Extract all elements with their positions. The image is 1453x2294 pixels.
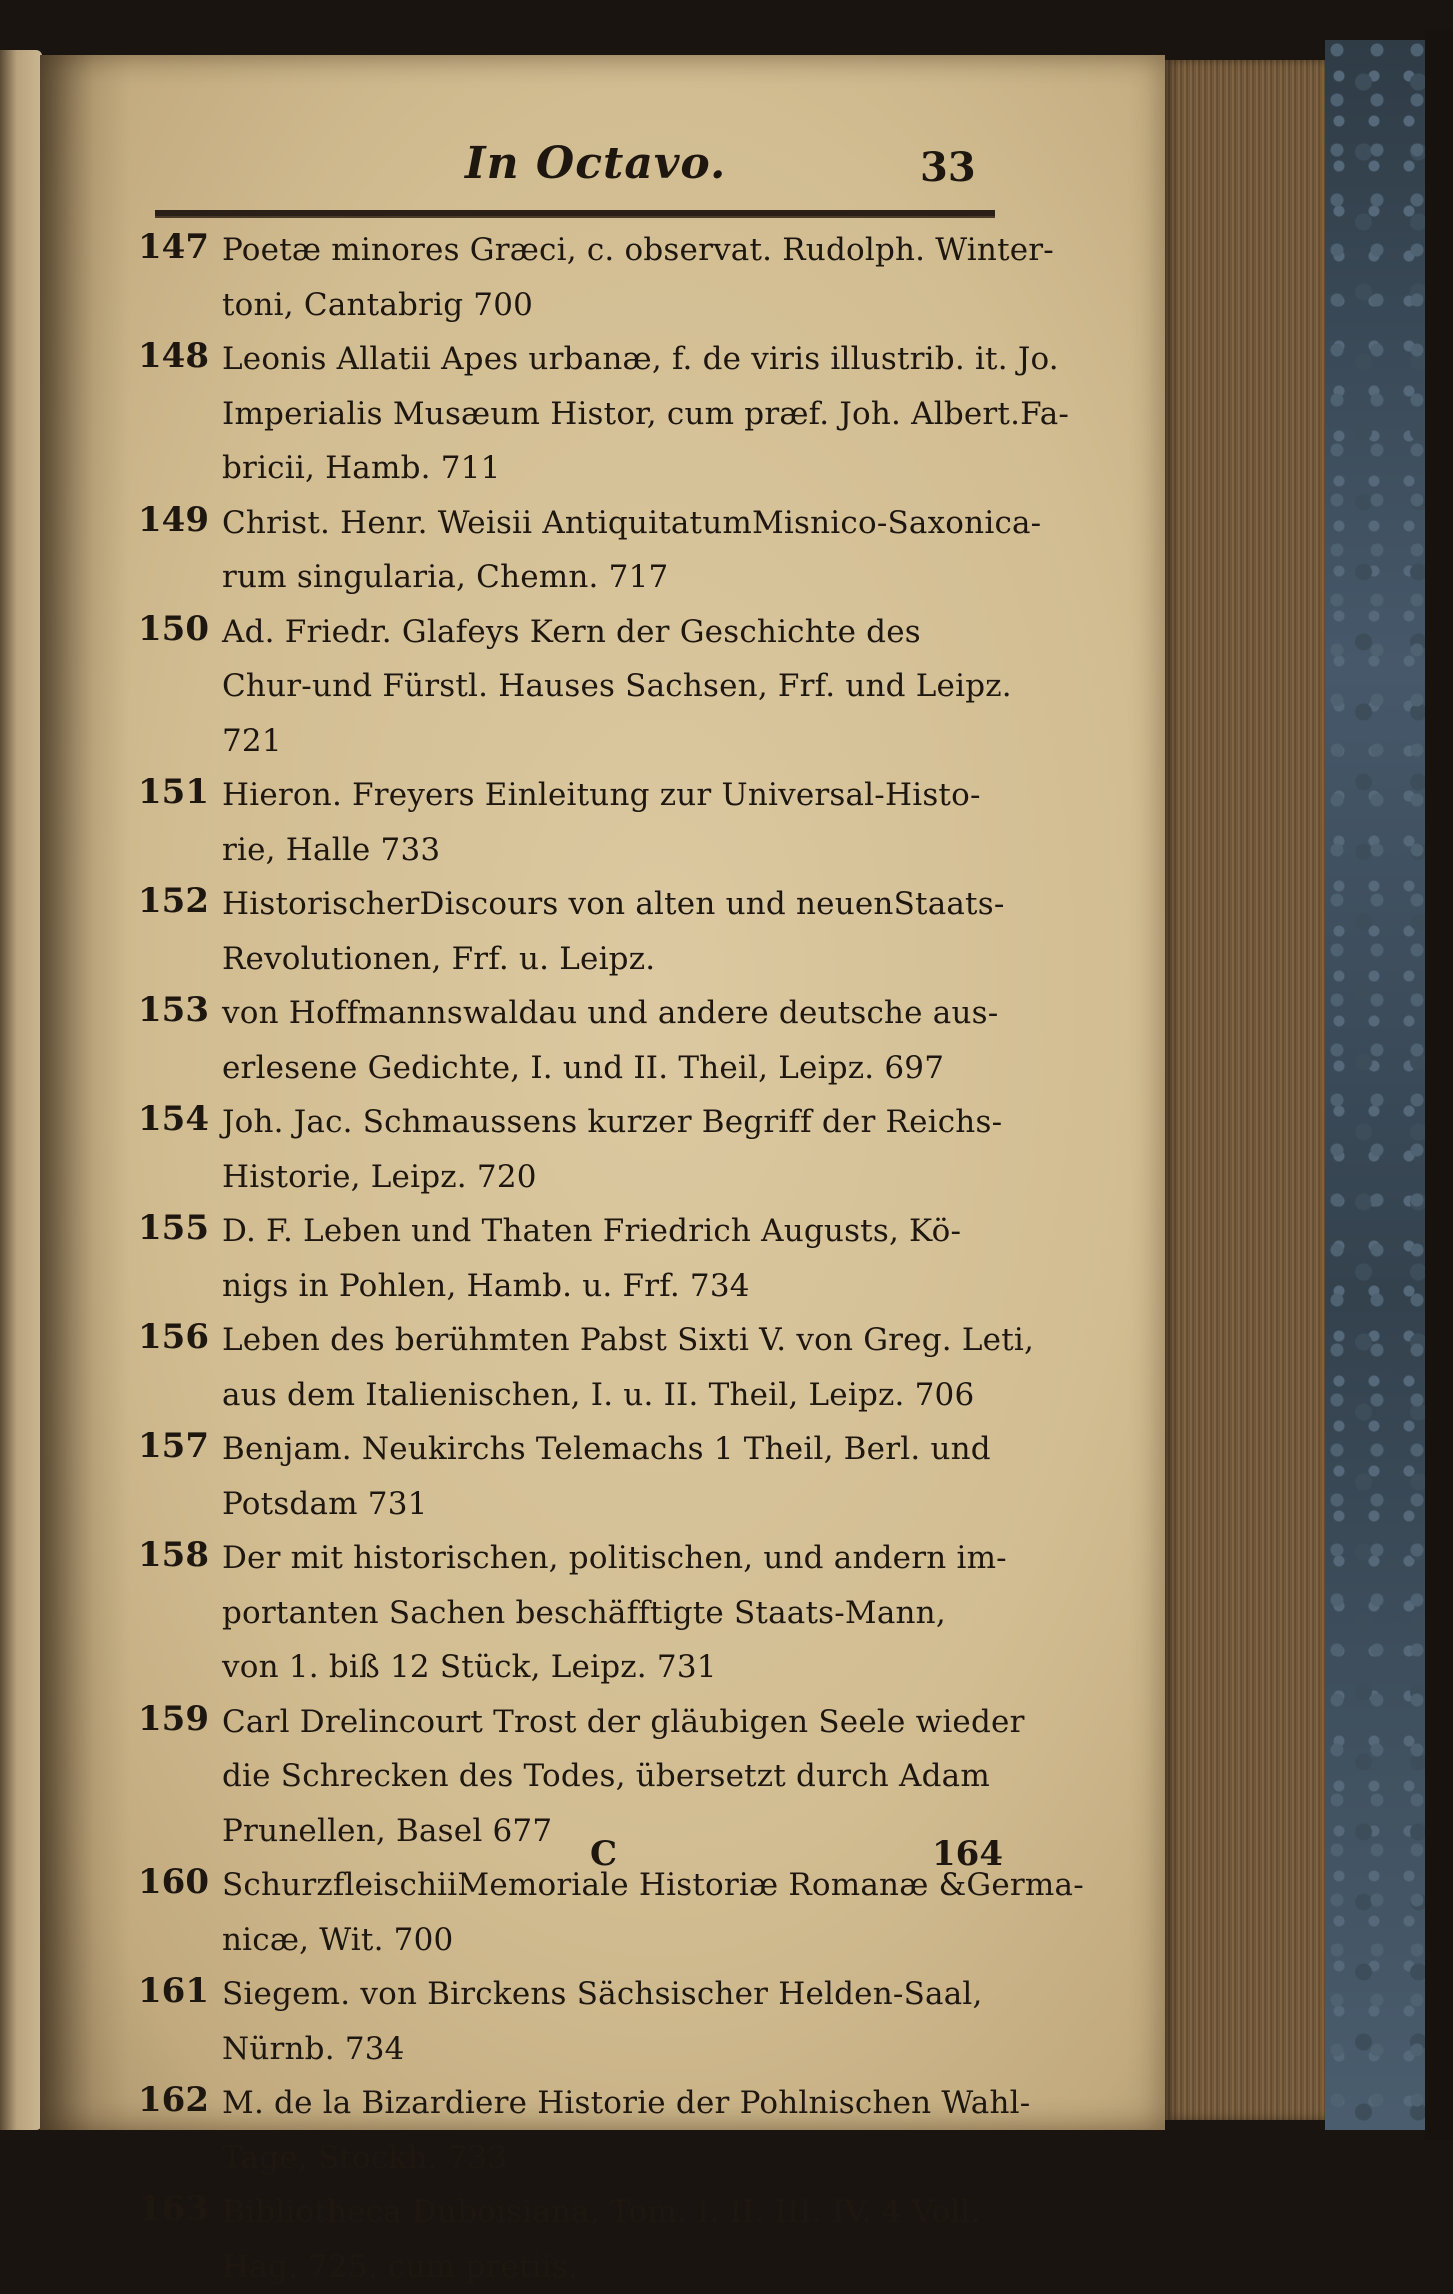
entry-line: HistorischerDiscours von alten und neuenStaats-	[222, 877, 1020, 932]
entry-line: erlesene Gedichte, I. und II. Theil, Leipz. 697	[222, 1041, 1020, 1096]
catalog-entry	[120, 2076, 1020, 2185]
entry-number: 151	[138, 772, 218, 812]
entry-line: Hieron. Freyers Einleitung zur Universal-Histo-	[222, 768, 1020, 823]
entry-line: von 1. biß 12 Stück, Leipz. 731	[222, 1640, 1020, 1695]
text-block	[120, 120, 1020, 200]
entry-line: nigs in Pohlen, Hamb. u. Frf. 734	[222, 1259, 1020, 1314]
entry-line: toni, Cantabrig 700	[222, 278, 1020, 333]
catalog-entry	[120, 877, 1020, 986]
entry-number: 155	[138, 1208, 218, 1248]
gutter-shadow	[40, 55, 130, 2130]
page-footer	[120, 1834, 1020, 1894]
entry-line: M. de la Bizardiere Historie der Pohlnischen Wahl-	[222, 2076, 1020, 2131]
entry-line: D. F. Leben und Thaten Friedrich Augusts, Kö-	[222, 1204, 1020, 1259]
entry-line: von Hoffmannswaldau und andere deutsche aus-	[222, 986, 1020, 1041]
entry-number: 148	[138, 336, 218, 376]
entry-line: Leonis Allatii Apes urbanæ, f. de viris illustrib. it. Jo.	[222, 332, 1020, 387]
entry-line: Hag. 725. cum pretiis.	[222, 2240, 1020, 2294]
entry-line: Potsdam 731	[222, 1477, 1020, 1532]
left-page-edge	[0, 50, 42, 2130]
entry-number: 152	[138, 881, 218, 921]
entry-number: 156	[138, 1317, 218, 1357]
catalog-entry	[120, 223, 1020, 332]
entry-line: Carl Drelincourt Trost der gläubigen Seele wieder	[222, 1695, 1020, 1750]
entry-number: 163	[138, 2189, 218, 2229]
entry-number: 150	[138, 609, 218, 649]
entry-line: Imperialis Musæum Histor, cum præf. Joh. Albert.Fa-	[222, 387, 1020, 442]
entry-number: 147	[138, 227, 218, 267]
entry-number: 159	[138, 1699, 218, 1739]
entry-line: Chur-und Fürstl. Hauses Sachsen, Frf. und Leipz.	[222, 659, 1020, 714]
entry-line: Poetæ minores Græci, c. observat. Rudolph. Winter-	[222, 223, 1020, 278]
entry-line: Nürnb. 734	[222, 2022, 1020, 2077]
entry-line: nicæ, Wit. 700	[222, 1913, 1020, 1968]
entry-number: 149	[138, 500, 218, 540]
entry-line: rie, Halle 733	[222, 823, 1020, 878]
catalog-entry	[120, 768, 1020, 877]
entry-number: 154	[138, 1099, 218, 1139]
entry-line: Historie, Leipz. 720	[222, 1150, 1020, 1205]
entry-line: Joh. Jac. Schmaussens kurzer Begriff der Reichs-	[222, 1095, 1020, 1150]
entry-line: Leben des berühmten Pabst Sixti V. von Greg. Leti,	[222, 1313, 1020, 1368]
catalog-entry	[120, 1313, 1020, 1422]
catalog-entry	[120, 332, 1020, 496]
catalog-entries	[120, 223, 1020, 2294]
entry-number: 162	[138, 2080, 218, 2120]
catalog-entry	[120, 1095, 1020, 1204]
catalog-entry	[120, 1204, 1020, 1313]
entry-number: 157	[138, 1426, 218, 1466]
entry-number: 161	[138, 1971, 218, 2011]
entry-number: 153	[138, 990, 218, 1030]
marbled-cover	[1325, 40, 1425, 2130]
entry-number: 160	[138, 1862, 218, 1902]
entry-line: portanten Sachen beschäfftigte Staats-Mann,	[222, 1586, 1020, 1641]
entry-line: rum singularia, Chemn. 717	[222, 550, 1020, 605]
entry-line: Revolutionen, Frf. u. Leipz.	[222, 932, 1020, 987]
running-header	[120, 120, 1020, 200]
entry-line: 721	[222, 714, 1020, 769]
entry-line: Der mit historischen, politischen, und andern im-	[222, 1531, 1020, 1586]
entry-line: Christ. Henr. Weisii AntiquitatumMisnico-Saxonica-	[222, 496, 1020, 551]
entry-line: Siegem. von Birckens Sächsischer Helden-Saal,	[222, 1967, 1020, 2022]
catalog-entry	[120, 496, 1020, 605]
entry-line: die Schrecken des Todes, übersetzt durch Adam	[222, 1749, 1020, 1804]
entry-line: aus dem Italienischen, I. u. II. Theil, Leipz. 706	[222, 1368, 1020, 1423]
entry-line: Ad. Friedr. Glafeys Kern der Geschichte des	[222, 605, 1020, 660]
entry-line: Tage, Stockh. 733	[222, 2131, 1020, 2186]
page-number: 33	[920, 144, 976, 191]
cover-edge	[1425, 30, 1453, 2140]
catalog-entry	[120, 605, 1020, 769]
entry-line: bricii, Hamb. 711	[222, 441, 1020, 496]
catalog-entry	[120, 1422, 1020, 1531]
catalog-entry	[120, 2185, 1020, 2294]
entry-line: Benjam. Neukirchs Telemachs 1 Theil, Berl. und	[222, 1422, 1020, 1477]
catalog-entry	[120, 1967, 1020, 2076]
entry-line: Prunellen, Basel 677	[222, 1804, 1020, 1859]
catalog-entry	[120, 986, 1020, 1095]
signature-mark: C	[590, 1834, 617, 1874]
catalog-entry	[120, 1531, 1020, 1695]
header-title: In Octavo.	[465, 138, 726, 189]
entry-line: SchurzfleischiiMemoriale Historiæ Romanæ &Germa-	[222, 1858, 1020, 1913]
entry-line: Bibliotheca Duboisiana, Tom. I. II. III. IV. 4 Voll.	[222, 2185, 1020, 2240]
catchword: 164	[932, 1834, 1003, 1874]
page-fore-edge	[1165, 60, 1325, 2120]
header-rule	[155, 210, 995, 218]
entry-number: 158	[138, 1535, 218, 1575]
